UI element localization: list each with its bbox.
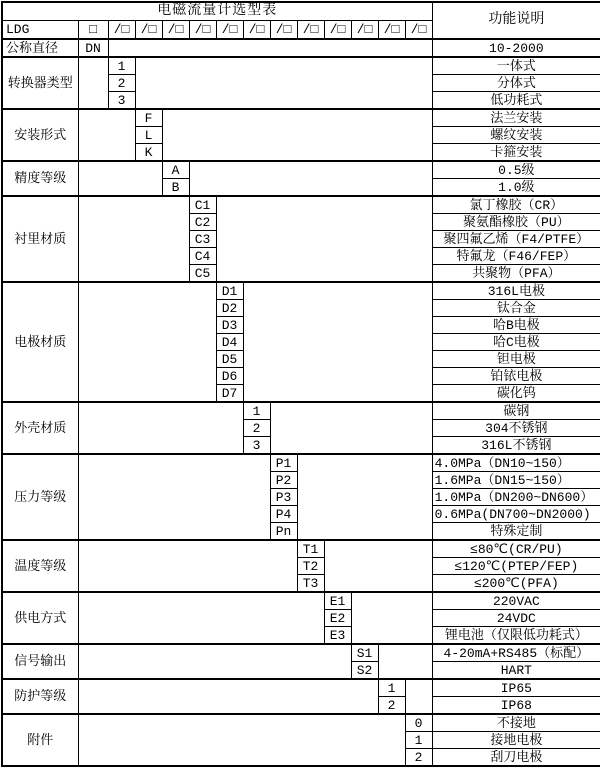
option-code: 3 — [108, 92, 135, 110]
table-row — [2, 196, 600, 214]
option-code: 2 — [405, 749, 432, 767]
option-code: C2 — [189, 214, 216, 231]
page — [0, 1, 600, 765]
option-code: D3 — [216, 317, 243, 334]
model-code-slot: /□ — [243, 21, 270, 40]
table-row — [2, 161, 600, 179]
option-description: 1.6MPa（DN15~150） — [432, 472, 600, 489]
spacer-cell — [78, 540, 297, 592]
section-label: 转换器类型 — [2, 57, 78, 109]
option-code: P4 — [270, 506, 297, 523]
model-code-slot: /□ — [270, 21, 297, 40]
spacer-cell — [78, 402, 243, 454]
section-label: 防护等级 — [2, 679, 78, 714]
option-code: P3 — [270, 489, 297, 506]
model-code-slot: /□ — [351, 21, 378, 40]
option-code: L — [135, 127, 162, 144]
option-code: E1 — [324, 592, 351, 610]
table-row — [2, 644, 600, 662]
option-description: 不接地 — [432, 714, 600, 732]
spacer-cell — [324, 540, 432, 592]
option-code: E2 — [324, 610, 351, 627]
option-description: 共聚物（PFA） — [432, 265, 600, 283]
spacer-cell — [78, 454, 270, 540]
spacer-cell — [78, 196, 189, 282]
model-prefix: LDG — [2, 21, 78, 40]
section-label: 信号输出 — [2, 644, 78, 679]
table-row — [2, 402, 600, 420]
model-code-slot: /□ — [216, 21, 243, 40]
option-description: 钽电极 — [432, 351, 600, 368]
table-row — [2, 282, 600, 300]
selection-table — [1, 1, 600, 767]
section-label: 供电方式 — [2, 592, 78, 644]
spacer-cell — [216, 196, 432, 282]
option-code: C1 — [189, 196, 216, 214]
spacer-cell — [78, 282, 216, 402]
spacer-cell — [135, 57, 432, 109]
option-description: 低功耗式 — [432, 92, 600, 110]
spacer-cell — [378, 644, 432, 679]
model-code-slot: /□ — [189, 21, 216, 40]
model-code-slot: /□ — [324, 21, 351, 40]
option-code: 2 — [243, 420, 270, 437]
spacer-cell — [243, 282, 432, 402]
option-description: 4-20mA+RS485（标配） — [432, 644, 600, 662]
section-label: 安装形式 — [2, 109, 78, 161]
model-first-code-box: □ — [78, 21, 108, 40]
option-code: T3 — [297, 575, 324, 593]
option-description: 哈B电极 — [432, 317, 600, 334]
option-description: IP65 — [432, 679, 600, 697]
option-code: F — [135, 109, 162, 127]
option-code: T1 — [297, 540, 324, 558]
spacer-cell — [78, 714, 405, 766]
option-code: D2 — [216, 300, 243, 317]
page-title: 电磁流量计选型表 — [2, 2, 432, 21]
table-row — [2, 39, 600, 57]
table-row — [2, 454, 600, 472]
option-code: 1 — [108, 57, 135, 75]
option-description: 1.0级 — [432, 179, 600, 197]
spacer-cell — [78, 57, 108, 109]
option-description: 220VAC — [432, 592, 600, 610]
table-row — [2, 592, 600, 610]
section-label: 公称直径 — [2, 39, 78, 57]
spacer-cell — [78, 644, 351, 679]
option-code: 0 — [405, 714, 432, 732]
option-description: 分体式 — [432, 75, 600, 92]
option-description: 316L电极 — [432, 282, 600, 300]
option-description: 卡箍安装 — [432, 144, 600, 162]
option-code: 2 — [378, 697, 405, 715]
section-label: 压力等级 — [2, 454, 78, 540]
option-description: ≤200℃(PFA) — [432, 575, 600, 593]
option-code: K — [135, 144, 162, 162]
option-description: 0.6MPa(DN700~DN2000) — [432, 506, 600, 523]
option-description: 锂电池（仅限低功耗式） — [432, 627, 600, 645]
option-description: 10-2000 — [432, 39, 600, 57]
table-row — [2, 57, 600, 75]
section-label: 温度等级 — [2, 540, 78, 592]
option-description: 24VDC — [432, 610, 600, 627]
option-code: DN — [78, 39, 108, 57]
table-row — [2, 679, 600, 697]
option-code: D1 — [216, 282, 243, 300]
option-description: 刮刀电极 — [432, 749, 600, 767]
option-description: 特氟龙（F46/FEP） — [432, 248, 600, 265]
option-description: ≤120℃(PTEP/FEP) — [432, 558, 600, 575]
model-code-slot: /□ — [405, 21, 432, 40]
spacer-cell — [297, 454, 432, 540]
option-description: 304不锈钢 — [432, 420, 600, 437]
spacer-cell — [270, 402, 432, 454]
option-description: 铂铱电极 — [432, 368, 600, 385]
option-code: S1 — [351, 644, 378, 662]
option-description: 接地电极 — [432, 732, 600, 749]
option-code: D4 — [216, 334, 243, 351]
table-row — [2, 540, 600, 558]
model-code-slot: /□ — [108, 21, 135, 40]
option-description: HART — [432, 662, 600, 680]
option-description: 哈C电极 — [432, 334, 600, 351]
section-label: 衬里材质 — [2, 196, 78, 282]
option-code: P1 — [270, 454, 297, 472]
option-code: A — [162, 161, 189, 179]
option-description: 特殊定制 — [432, 523, 600, 541]
option-description: 1.0MPa（DN200~DN600） — [432, 489, 600, 506]
table-row — [2, 714, 600, 732]
option-description: 聚四氟乙烯（F4/PTFE） — [432, 231, 600, 248]
option-code: T2 — [297, 558, 324, 575]
option-description: 碳钢 — [432, 402, 600, 420]
option-code: 1 — [243, 402, 270, 420]
option-description: 钛合金 — [432, 300, 600, 317]
option-description: 聚氨酯橡胶（PU） — [432, 214, 600, 231]
option-code: D7 — [216, 385, 243, 403]
model-code-slot: /□ — [378, 21, 405, 40]
model-code-slot: /□ — [162, 21, 189, 40]
option-description: IP68 — [432, 697, 600, 715]
option-code: 2 — [108, 75, 135, 92]
option-code: C5 — [189, 265, 216, 283]
option-code: D6 — [216, 368, 243, 385]
option-description: ≤80℃(CR/PU) — [432, 540, 600, 558]
option-code: C4 — [189, 248, 216, 265]
spacer-cell — [78, 161, 162, 196]
spacer-cell — [405, 679, 432, 714]
option-description: 法兰安装 — [432, 109, 600, 127]
model-code-slot: /□ — [135, 21, 162, 40]
spacer-cell — [78, 592, 324, 644]
model-code-slot: /□ — [297, 21, 324, 40]
option-code: S2 — [351, 662, 378, 680]
option-description: 螺纹安装 — [432, 127, 600, 144]
section-label: 附件 — [2, 714, 78, 766]
section-label: 精度等级 — [2, 161, 78, 196]
section-label: 外壳材质 — [2, 402, 78, 454]
option-description: 4.0MPa（DN10~150） — [432, 454, 600, 472]
option-code: 1 — [405, 732, 432, 749]
option-description: 0.5级 — [432, 161, 600, 179]
option-code: C3 — [189, 231, 216, 248]
option-code: P2 — [270, 472, 297, 489]
table-row — [2, 109, 600, 127]
option-description: 316L不锈钢 — [432, 437, 600, 455]
spacer-cell — [78, 679, 378, 714]
option-code: B — [162, 179, 189, 197]
section-label: 电极材质 — [2, 282, 78, 402]
option-code: 1 — [378, 679, 405, 697]
option-code: Pn — [270, 523, 297, 541]
option-description: 一体式 — [432, 57, 600, 75]
option-code: E3 — [324, 627, 351, 645]
option-code: D5 — [216, 351, 243, 368]
option-description: 氯丁橡胶（CR） — [432, 196, 600, 214]
option-description: 碳化钨 — [432, 385, 600, 403]
spacer-cell — [78, 109, 135, 161]
spacer-cell — [162, 109, 432, 161]
option-code: 3 — [243, 437, 270, 455]
spacer-cell — [189, 161, 432, 196]
function-column-header: 功能说明 — [432, 2, 600, 39]
spacer-cell — [351, 592, 432, 644]
spacer-cell — [108, 39, 432, 57]
